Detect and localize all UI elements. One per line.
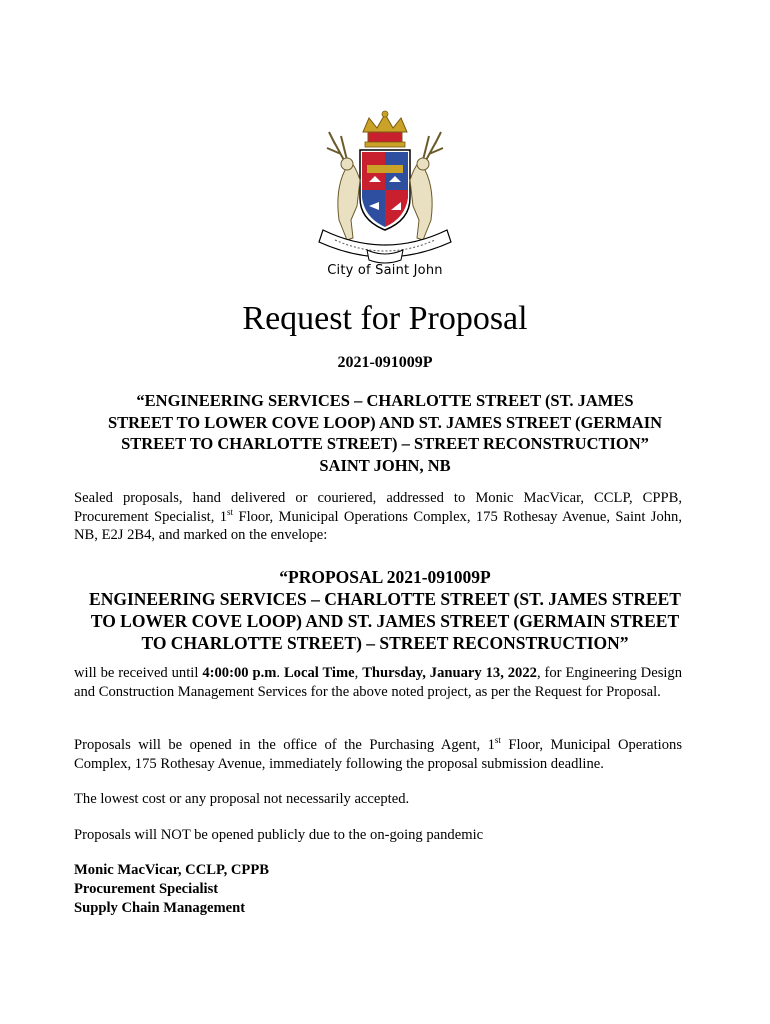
signature-name: Monic MacVicar, CCLP, CPPB bbox=[74, 862, 269, 878]
deadline-date: Thursday, January 13, 2022 bbox=[362, 665, 537, 681]
not-public-note: Proposals will NOT be opened publicly due to the on-going pandemic bbox=[74, 827, 484, 843]
envelope-marking bbox=[60, 566, 710, 654]
signature-block bbox=[74, 861, 269, 918]
coat-of-arms-icon bbox=[305, 110, 465, 270]
opening-paragraph bbox=[74, 736, 682, 773]
deadline-separator: , bbox=[354, 665, 363, 681]
sealed-proposals-paragraph bbox=[74, 489, 682, 545]
envelope-line: ENGINEERING SERVICES – CHARLOTTE STREET (ST. JAMES STREET bbox=[89, 589, 681, 609]
project-title-line: STREET TO LOWER COVE LOOP) AND ST. JAMES STREET (GERMAIN bbox=[107, 412, 663, 432]
sealed-sup: st bbox=[227, 506, 234, 517]
deadline-text: will be received until bbox=[74, 665, 203, 681]
opening-text-2: Floor, Municipal Operations Complex, 175 Rothesay Avenue, immediately following the proposal submission deadline. bbox=[74, 737, 682, 772]
project-title bbox=[70, 390, 700, 476]
sealed-text-2: Floor, Municipal Operations Complex, 175 Rothesay Avenue, Saint John, NB, E2J 2B4, and marked on the envelope: bbox=[74, 508, 683, 543]
opening-sup: st bbox=[494, 735, 501, 746]
sealed-text-1: Sealed proposals, hand delivered or couriered, addressed to Monic MacVicar, CCLP, CPPB, Procurement Specialist, 1 bbox=[74, 490, 682, 525]
city-name: City of Saint John bbox=[327, 263, 443, 278]
project-location: SAINT JOHN, NB bbox=[319, 455, 451, 475]
deadline-paragraph bbox=[74, 664, 682, 701]
deadline-separator: . bbox=[276, 665, 284, 681]
signature-department: Supply Chain Management bbox=[74, 900, 246, 916]
envelope-line: TO CHARLOTTE STREET) – STREET RECONSTRUCTION” bbox=[141, 633, 629, 653]
deadline-text: , for Engineering Design and Construction Management Services for the above noted project, as per the Request for Proposal. bbox=[74, 665, 683, 700]
deadline-time: 4:00:00 p.m bbox=[202, 665, 277, 681]
project-title-line: STREET TO CHARLOTTE STREET) – STREET RECONSTRUCTION” bbox=[121, 434, 649, 453]
envelope-line: “PROPOSAL 2021-091009P bbox=[279, 567, 491, 587]
lowest-cost-note: The lowest cost or any proposal not necessarily accepted. bbox=[74, 791, 410, 807]
project-title-line: “ENGINEERING SERVICES – CHARLOTTE STREET (ST. JAMES bbox=[136, 391, 634, 410]
rfp-number: 2021-091009P bbox=[337, 354, 433, 371]
opening-text-1: Proposals will be opened in the office of the Purchasing Agent, 1 bbox=[74, 737, 495, 753]
deadline-local-time: Local Time bbox=[283, 665, 355, 681]
document-title: Request for Proposal bbox=[242, 300, 528, 337]
coat-of-arms-logo bbox=[305, 110, 465, 270]
signature-role: Procurement Specialist bbox=[74, 881, 219, 897]
envelope-line: TO LOWER COVE LOOP) AND ST. JAMES STREET (GERMAIN STREET bbox=[90, 611, 680, 631]
